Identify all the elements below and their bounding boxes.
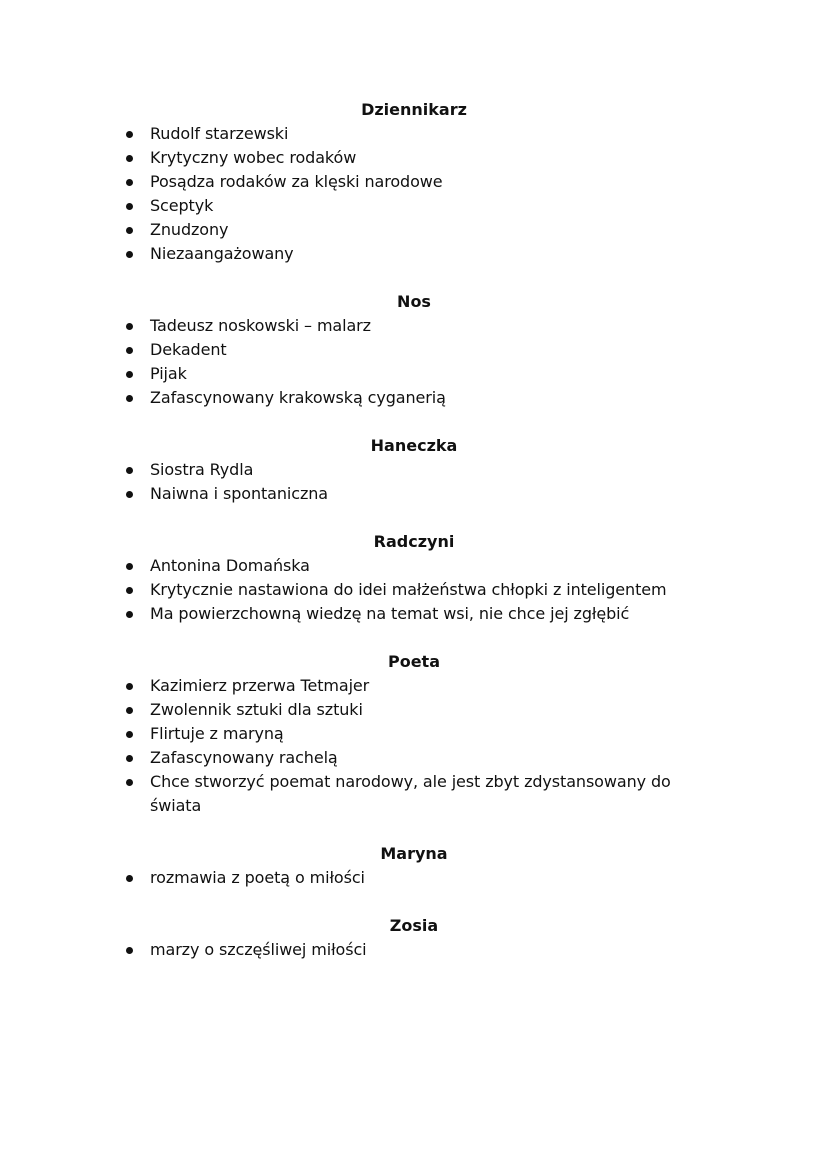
list-item	[0, 362, 828, 386]
list-item	[0, 338, 828, 362]
list-item	[0, 602, 828, 626]
section-title: Haneczka	[370, 436, 458, 455]
bullet-list	[0, 554, 828, 626]
bullet-icon	[126, 179, 133, 186]
section-title: Nos	[397, 292, 431, 311]
list-item	[0, 314, 828, 338]
bullet-icon	[126, 323, 133, 330]
section-nos	[0, 290, 828, 410]
list-item-text: Ma powierzchowną wiedzę na temat wsi, nie chce jej zgłębić	[150, 604, 630, 623]
bullet-icon	[126, 779, 133, 786]
list-item	[0, 722, 828, 746]
document-page	[0, 98, 828, 986]
list-item-text: Zwolennik sztuki dla sztuki	[150, 700, 363, 719]
section-title: Maryna	[380, 844, 448, 863]
list-item-text: marzy o szczęśliwej miłości	[150, 940, 367, 959]
bullet-icon	[126, 203, 133, 210]
bullet-icon	[126, 683, 133, 690]
list-item-text: Znudzony	[150, 220, 229, 239]
bullet-icon	[126, 395, 133, 402]
list-item-text: Zafascynowany krakowską cyganerią	[150, 388, 446, 407]
bullet-icon	[126, 563, 133, 570]
list-item	[0, 482, 828, 506]
list-item-text: Antonina Domańska	[150, 556, 310, 575]
bullet-icon	[126, 467, 133, 474]
list-item	[0, 122, 828, 146]
list-item-text: Pijak	[150, 364, 187, 383]
list-item-text: Naiwna i spontaniczna	[150, 484, 328, 503]
bullet-icon	[126, 707, 133, 714]
bullet-icon	[126, 587, 133, 594]
section-title: Poeta	[387, 652, 440, 671]
bullet-list	[0, 314, 828, 410]
list-item-text: rozmawia z poetą o miłości	[150, 868, 365, 887]
list-item	[0, 938, 828, 962]
bullet-icon	[126, 947, 133, 954]
list-item	[0, 242, 828, 266]
list-item-text: Siostra Rydla	[150, 460, 254, 479]
list-item	[0, 194, 828, 218]
list-item	[0, 866, 828, 890]
list-item-text: Krytycznie nastawiona do idei małżeństwa chłopki z inteligentem	[150, 580, 667, 599]
section-haneczka	[0, 434, 828, 506]
bullet-icon	[126, 131, 133, 138]
list-item	[0, 698, 828, 722]
bullet-list	[0, 938, 828, 962]
section-title: Zosia	[389, 916, 439, 935]
bullet-icon	[126, 347, 133, 354]
bullet-icon	[126, 491, 133, 498]
list-item-text: Kazimierz przerwa Tetmajer	[150, 676, 370, 695]
list-item	[0, 170, 828, 194]
bullet-icon	[126, 755, 133, 762]
list-item-text: Rudolf starzewski	[150, 124, 289, 143]
bullet-list	[0, 458, 828, 506]
section-dziennikarz	[0, 98, 828, 266]
list-item	[0, 746, 828, 770]
bullet-icon	[126, 875, 133, 882]
list-item-text: Flirtuje z maryną	[150, 724, 284, 743]
list-item	[0, 458, 828, 482]
list-item-text: Chce stworzyć poemat narodowy, ale jest zbyt zdystansowany do świata	[150, 772, 671, 815]
list-item	[0, 218, 828, 242]
list-item-text: Posądza rodaków za klęski narodowe	[150, 172, 443, 191]
list-item	[0, 578, 828, 602]
section-title: Radczyni	[373, 532, 455, 551]
section-title: Dziennikarz	[361, 100, 467, 119]
bullet-icon	[126, 371, 133, 378]
bullet-list	[0, 122, 828, 266]
bullet-icon	[126, 155, 133, 162]
list-item-text: Dekadent	[150, 340, 227, 359]
bullet-icon	[126, 611, 133, 618]
list-item	[0, 674, 828, 698]
bullet-icon	[126, 251, 133, 258]
list-item	[0, 770, 828, 818]
list-item-text: Krytyczny wobec rodaków	[150, 148, 357, 167]
section-maryna	[0, 842, 828, 890]
list-item-text: Tadeusz noskowski – malarz	[150, 316, 371, 335]
section-poeta	[0, 650, 828, 818]
list-item	[0, 146, 828, 170]
list-item	[0, 386, 828, 410]
list-item-text: Sceptyk	[150, 196, 214, 215]
section-radczyni	[0, 530, 828, 626]
section-zosia	[0, 914, 828, 962]
bullet-icon	[126, 227, 133, 234]
list-item	[0, 554, 828, 578]
bullet-list	[0, 674, 828, 818]
list-item-text: Zafascynowany rachelą	[150, 748, 338, 767]
bullet-icon	[126, 731, 133, 738]
list-item-text: Niezaangażowany	[150, 244, 294, 263]
bullet-list	[0, 866, 828, 890]
